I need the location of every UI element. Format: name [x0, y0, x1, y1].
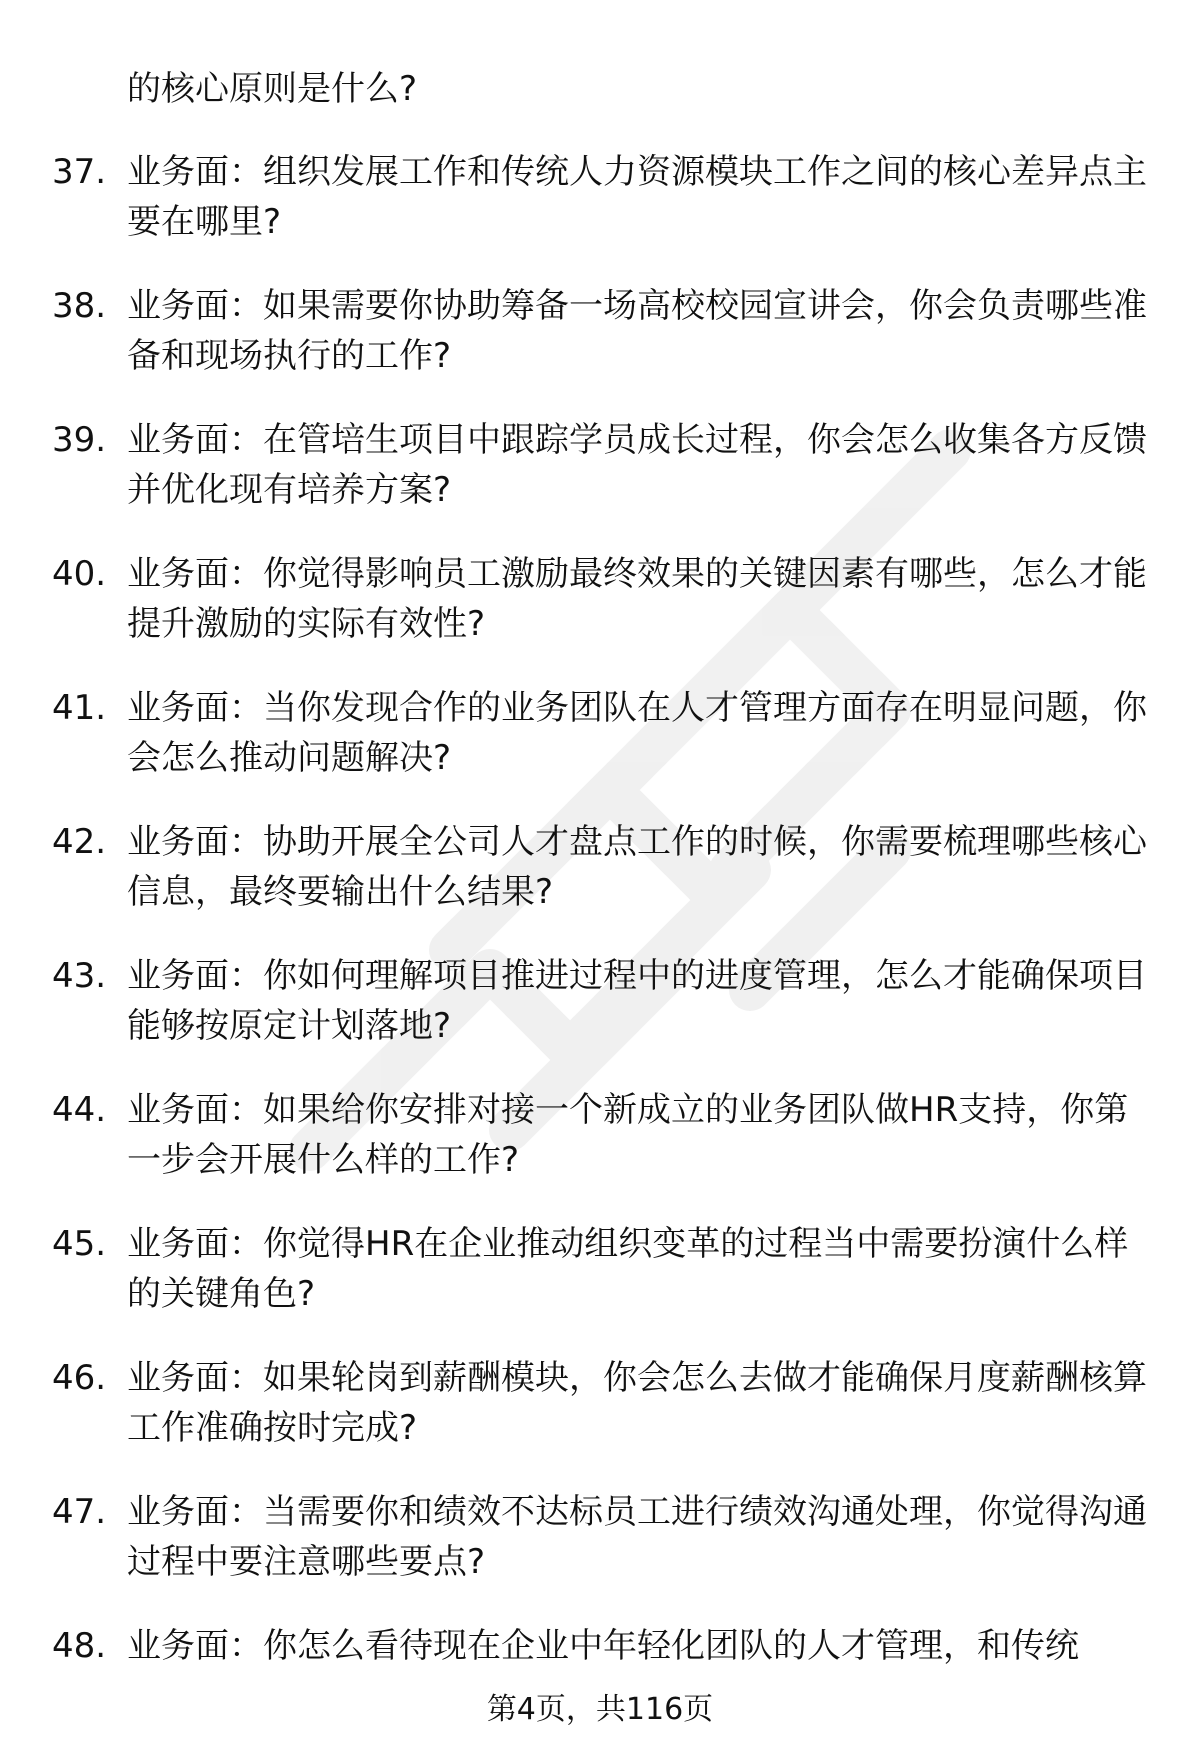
- question-number: 42.: [52, 822, 107, 862]
- question-item: [52, 1085, 1162, 1185]
- question-number: 41.: [52, 688, 107, 728]
- question-item: [52, 1621, 1162, 1671]
- question-text: 业务面：当你发现合作的业务团队在人才管理方面存在明显问题，你会怎么推动问题解决?: [127, 688, 1147, 778]
- question-text: 业务面：如果需要你协助筹备一场高校校园宣讲会，你会负责哪些准备和现场执行的工作?: [127, 286, 1147, 376]
- question-item: [52, 683, 1162, 783]
- question-number: 43.: [52, 956, 107, 996]
- question-item: [52, 1353, 1162, 1453]
- question-item: [52, 1219, 1162, 1319]
- question-text: 业务面：你如何理解项目推进过程中的进度管理，怎么才能确保项目能够按原定计划落地?: [127, 956, 1147, 1046]
- question-list: [52, 64, 1162, 1705]
- question-number: 40.: [52, 554, 107, 594]
- question-text: 业务面：你怎么看待现在企业中年轻化团队的人才管理，和传统: [127, 1626, 1079, 1666]
- question-item: [52, 415, 1162, 515]
- question-number: 47.: [52, 1492, 107, 1532]
- question-text: 业务面：组织发展工作和传统人力资源模块工作之间的核心差异点主要在哪里?: [127, 152, 1147, 242]
- question-text: 业务面：如果轮岗到薪酬模块，你会怎么去做才能确保月度薪酬核算工作准确按时完成?: [127, 1358, 1147, 1448]
- question-number: 45.: [52, 1224, 107, 1264]
- question-number: 44.: [52, 1090, 107, 1130]
- continued-question-text: 的核心原则是什么?: [127, 69, 418, 109]
- question-item: [52, 147, 1162, 247]
- question-text: 业务面：你觉得影响员工激励最终效果的关键因素有哪些，怎么才能提升激励的实际有效性?: [127, 554, 1147, 644]
- question-item: [52, 1487, 1162, 1587]
- question-number: 37.: [52, 152, 107, 192]
- question-item: [52, 549, 1162, 649]
- question-number: 48.: [52, 1626, 107, 1666]
- page-footer: 第4页，共116页: [486, 1692, 714, 1727]
- question-number: 39.: [52, 420, 107, 460]
- question-item: [52, 281, 1162, 381]
- question-item: [52, 951, 1162, 1051]
- question-number: 38.: [52, 286, 107, 326]
- question-number: 46.: [52, 1358, 107, 1398]
- question-text: 业务面：在管培生项目中跟踪学员成长过程，你会怎么收集各方反馈并优化现有培养方案?: [127, 420, 1147, 510]
- question-text: 业务面：协助开展全公司人才盘点工作的时候，你需要梳理哪些核心信息，最终要输出什么结果?: [127, 822, 1147, 912]
- question-item: [52, 817, 1162, 917]
- question-text: 业务面：你觉得HR在企业推动组织变革的过程当中需要扮演什么样的关键角色?: [127, 1224, 1129, 1314]
- question-text: 业务面：如果给你安排对接一个新成立的业务团队做HR支持，你第一步会开展什么样的工作?: [127, 1090, 1129, 1180]
- question-text: 业务面：当需要你和绩效不达标员工进行绩效沟通处理，你觉得沟通过程中要注意哪些要点?: [127, 1492, 1147, 1582]
